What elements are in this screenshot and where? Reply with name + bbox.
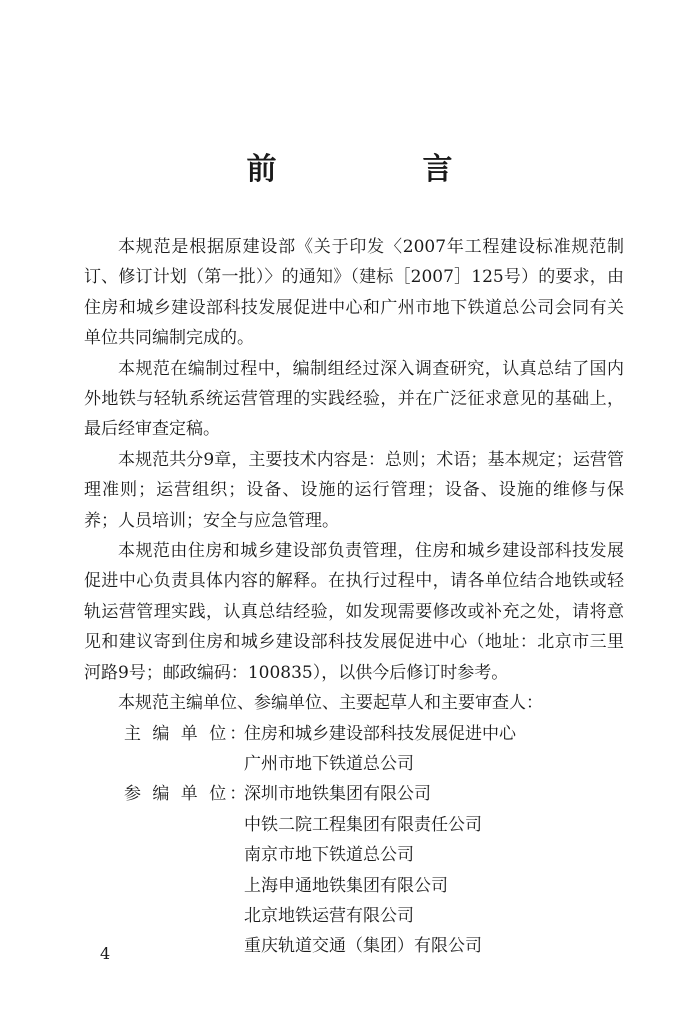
- paragraph-units-intro: 本规范主编单位、参编单位、主要起草人和主要审查人：: [118, 693, 543, 714]
- chief-units-list: [244, 719, 624, 780]
- page-title: 前 言: [246, 152, 511, 187]
- preface-body: [84, 232, 624, 962]
- participating-units-section: [84, 779, 624, 961]
- list-item: 住房和城乡建设部科技发展促进中心: [244, 723, 516, 744]
- list-item: 中铁二院工程集团有限责任公司: [244, 814, 482, 835]
- paragraph-basis: 本规范是根据原建设部《关于印发〈2007年工程建设标准规范制订、修订计划（第一批）〉的通知》（建标［2007］125号）的要求，由住房和城乡建设部科技发展促进中心和广州市地下铁道总公司会同有关单位共同编制完成的。: [84, 237, 624, 349]
- paragraph-contents: 本规范共分9章，主要技术内容是：总则；术语；基本规定；运营管理准则；运营组织；设备、设施的运行管理；设备、设施的维修与保养；人员培训；安全与应急管理。: [84, 449, 624, 531]
- participating-units-label: 参 编 单 位：: [124, 784, 250, 805]
- paragraph-management: 本规范由住房和城乡建设部负责管理，住房和城乡建设部科技发展促进中心负责具体内容的解释。在执行过程中，请各单位结合地铁或轻轨运营管理实践，认真总结经验，如发现需要修改或补充之处，请将意见和建议寄到住房和城乡建设部科技发展促进中心（地址：北京市三里河路9号；邮政编码：100835），以供今后修订时参考。: [84, 541, 624, 683]
- list-item: 广州市地下铁道总公司: [244, 753, 414, 774]
- paragraph-process: 本规范在编制过程中，编制组经过深入调查研究，认真总结了国内外地铁与轻轨系统运营管理的实践经验，并在广泛征求意见的基础上，最后经审查定稿。: [84, 358, 624, 440]
- chief-units-section: [84, 719, 624, 780]
- list-item: 北京地铁运营有限公司: [244, 905, 414, 926]
- list-item: 重庆轨道交通（集团）有限公司: [244, 936, 482, 957]
- participating-units-list: [244, 779, 624, 961]
- page-number: 4: [100, 944, 111, 963]
- chief-units-label: 主 编 单 位：: [124, 723, 250, 744]
- list-item: 南京市地下铁道总公司: [244, 845, 414, 866]
- list-item: 深圳市地铁集团有限公司: [244, 784, 431, 805]
- list-item: 上海申通地铁集团有限公司: [244, 875, 448, 896]
